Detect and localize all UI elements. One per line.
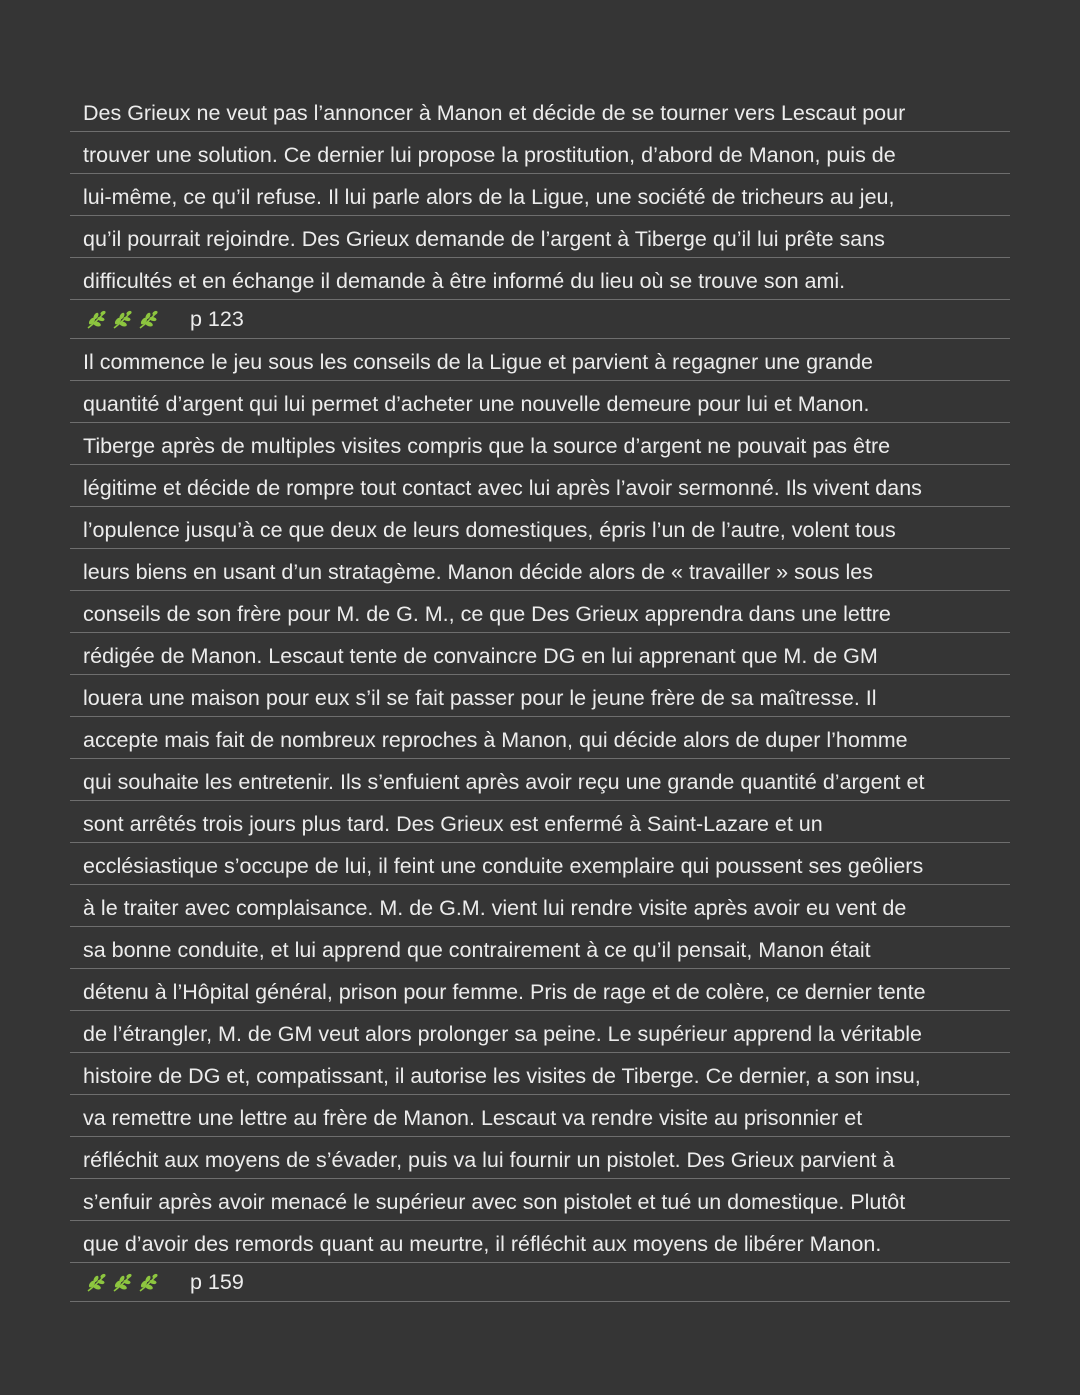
line-text: Il commence le jeu sous les conseils de la Ligue et parvient à regagner une grande: [83, 350, 874, 374]
text-line: [70, 1137, 1010, 1179]
line-text: qui souhaite les entretenir. Ils s’enfuient après avoir reçu une grande quantité d’argent et: [83, 770, 925, 794]
line-text: détenu à l’Hôpital général, prison pour femme. Pris de rage et de colère, ce dernier tente: [83, 980, 926, 1004]
leaf-icon: [84, 1273, 108, 1293]
text-line: [70, 174, 1010, 216]
line-text: louera une maison pour eux s’il se fait passer pour le jeune frère de sa maîtresse. Il: [83, 686, 877, 710]
line-text: conseils de son frère pour M. de G. M., ce que Des Grieux apprendra dans une lettre: [83, 602, 891, 626]
text-line: [70, 1011, 1010, 1053]
line-text: sont arrêtés trois jours plus tard. Des Grieux est enfermé à Saint-Lazare et un: [83, 812, 823, 836]
text-line: [70, 216, 1010, 258]
leaf-icon: [84, 310, 108, 330]
text-line: [70, 675, 1010, 717]
text-line: [70, 759, 1010, 801]
text-line: [70, 717, 1010, 759]
text-line: [70, 969, 1010, 1011]
line-text: lui-même, ce qu’il refuse. Il lui parle alors de la Ligue, une société de tricheurs au jeu,: [83, 185, 895, 209]
text-line: [70, 927, 1010, 969]
line-text: accepte mais fait de nombreux reproches à Manon, qui décide alors de duper l’homme: [83, 728, 908, 752]
leaf-sprigs-icon: [84, 310, 160, 330]
page-marker-line: [70, 300, 1010, 339]
line-text: leurs biens en usant d’un stratagème. Manon décide alors de « travailler » sous les: [83, 560, 873, 584]
line-text: réfléchit aux moyens de s’évader, puis va lui fournir un pistolet. Des Grieux parvient à: [83, 1148, 895, 1172]
text-line: [70, 885, 1010, 927]
line-text: quantité d’argent qui lui permet d’acheter une nouvelle demeure pour lui et Manon.: [83, 392, 870, 416]
text-line: [70, 591, 1010, 633]
line-text: de l’étrangler, M. de GM veut alors prolonger sa peine. Le supérieur apprend la véritable: [83, 1022, 922, 1046]
line-text: sa bonne conduite, et lui apprend que contrairement à ce qu’il pensait, Manon était: [83, 938, 871, 962]
text-line: [70, 423, 1010, 465]
text-line: [70, 633, 1010, 675]
page-reference: p 123: [190, 307, 244, 331]
text-line: [70, 90, 1010, 132]
line-text: ecclésiastique s’occupe de lui, il feint une conduite exemplaire qui poussent ses geôliers: [83, 854, 924, 878]
page-marker: [84, 1270, 244, 1295]
leaf-icon: [110, 310, 134, 330]
leaf-icon: [110, 1273, 134, 1293]
line-text: rédigée de Manon. Lescaut tente de convaincre DG en lui apprenant que M. de GM: [83, 644, 878, 668]
leaf-icon: [136, 310, 160, 330]
text-line: [70, 1053, 1010, 1095]
text-line: [70, 465, 1010, 507]
text-line: [70, 549, 1010, 591]
text-line: [70, 381, 1010, 423]
page-reference: p 159: [190, 1270, 244, 1294]
line-text: Tiberge après de multiples visites compris que la source d’argent ne pouvait pas être: [83, 434, 891, 458]
leaf-icon: [136, 1273, 160, 1293]
line-text: que d’avoir des remords quant au meurtre, il réfléchit aux moyens de libérer Manon.: [83, 1232, 882, 1256]
leaf-sprigs-icon: [84, 1273, 160, 1293]
text-line: [70, 843, 1010, 885]
lined-text-body: [70, 90, 1010, 1302]
line-text: histoire de DG et, compatissant, il autorise les visites de Tiberge. Ce dernier, a son insu,: [83, 1064, 921, 1088]
text-line: [70, 1095, 1010, 1137]
text-line: [70, 507, 1010, 549]
text-line: [70, 258, 1010, 300]
line-text: à le traiter avec complaisance. M. de G.M. vient lui rendre visite après avoir eu vent de: [83, 896, 907, 920]
line-text: qu’il pourrait rejoindre. Des Grieux demande de l’argent à Tiberge qu’il lui prête sans: [83, 227, 885, 251]
line-text: trouver une solution. Ce dernier lui propose la prostitution, d’abord de Manon, puis de: [83, 143, 896, 167]
text-line: [70, 132, 1010, 174]
page-marker-line: [70, 1263, 1010, 1302]
line-text: difficultés et en échange il demande à être informé du lieu où se trouve son ami.: [83, 269, 846, 293]
text-line: [70, 1221, 1010, 1263]
text-line: [70, 1179, 1010, 1221]
text-line: [70, 339, 1010, 381]
page-marker: [84, 307, 244, 332]
line-text: va remettre une lettre au frère de Manon. Lescaut va rendre visite au prisonnier et: [83, 1106, 863, 1130]
text-line: [70, 801, 1010, 843]
line-text: Des Grieux ne veut pas l’annoncer à Manon et décide de se tourner vers Lescaut pour: [83, 101, 906, 125]
line-text: légitime et décide de rompre tout contact avec lui après l’avoir sermonné. Ils vivent dans: [83, 476, 922, 500]
line-text: l’opulence jusqu’à ce que deux de leurs domestiques, épris l’un de l’autre, volent tous: [83, 518, 896, 542]
line-text: s’enfuir après avoir menacé le supérieur avec son pistolet et tué un domestique. Plutôt: [83, 1190, 906, 1214]
